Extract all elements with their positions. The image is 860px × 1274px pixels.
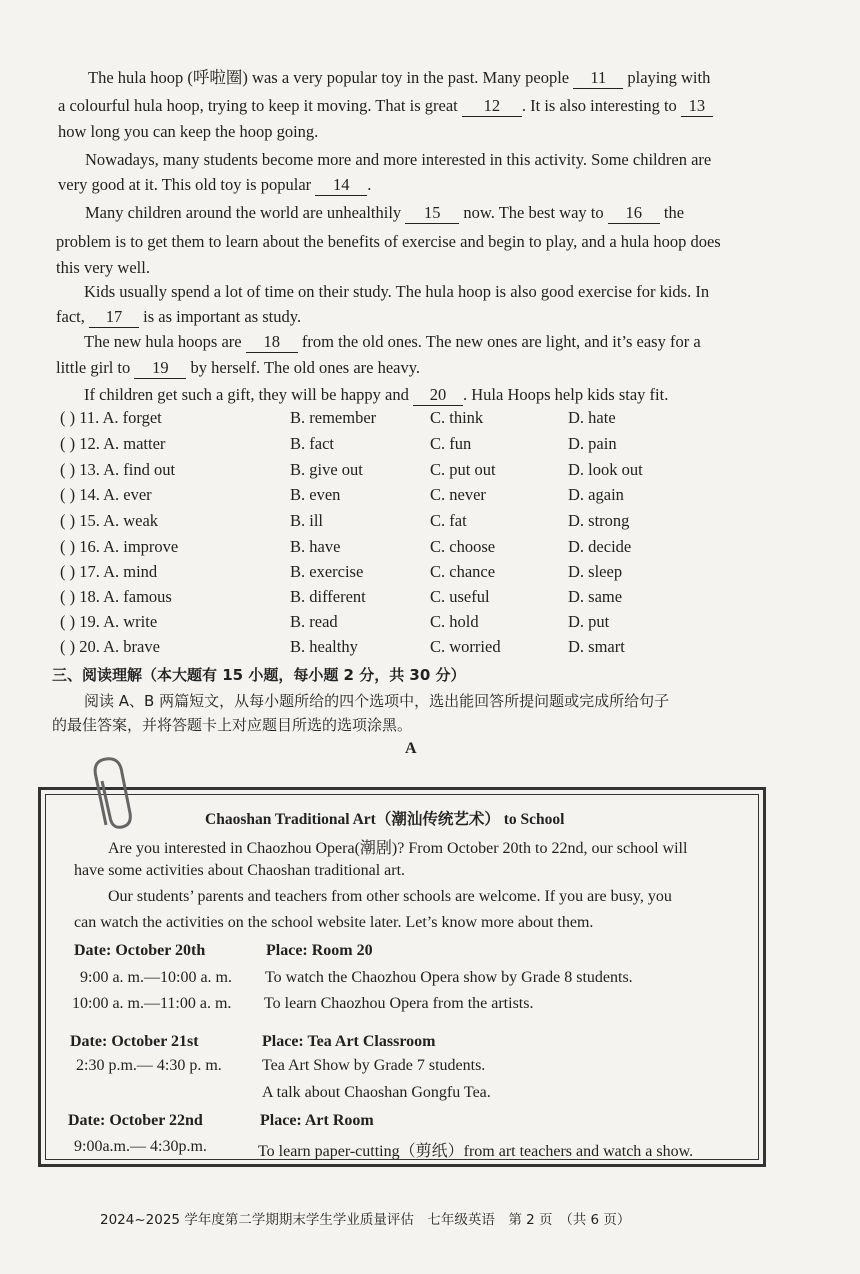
passage-line: Kids usually spend a lot of time on their study. The hula hoop is also good exercise for kids. In [84,282,710,301]
passage-line: Many children around the world are unhealthily 15 now. The best way to 16 the [85,203,685,222]
passage-line: The new hula hoops are 18 from the old ones. The new ones are light, and it’s easy for a [84,332,701,351]
section-heading: 三、阅读理解（本大题有 15 小题，每小题 2 分，共 30 分） [52,666,466,684]
passage-line: little girl to 19 by herself. The old ones are heavy. [56,358,421,377]
blank-14: 14 [315,175,367,196]
passage-line: how long you can keep the hoop going. [58,122,319,141]
notice-text: can watch the activities on the school website later. Let’s know more about them. [74,914,594,931]
option-c: C. choose [430,537,496,556]
option-d: D. sleep [568,562,623,581]
passage-line: The hula hoop (呼啦圈) was a very popular toy in the past. Many people 11 playing with [88,68,711,87]
option-c: C. useful [430,587,490,606]
schedule-date: Date: October 22nd [68,1112,203,1129]
option-d: D. same [568,587,623,606]
schedule-event: A talk about Chaoshan Gongfu Tea. [262,1084,491,1101]
schedule-time: 10:00 a. m.—11:00 a. m. [72,995,232,1012]
blank-17: 17 [89,307,139,328]
option-d: D. decide [568,537,632,556]
schedule-place: Place: Room 20 [266,942,373,959]
option-b: B. remember [290,408,377,427]
question-15: ( ) 15. A. weak [60,511,159,530]
question-14: ( ) 14. A. ever [60,485,152,504]
option-b: B. have [290,537,341,556]
schedule-event: To learn paper-cutting（剪纸）from art teachers and watch a show. [258,1143,694,1160]
option-d: D. hate [568,408,616,427]
notice-text: Our students’ parents and teachers from other schools are welcome. If you are busy, you [108,888,672,905]
question-17: ( ) 17. A. mind [60,562,158,581]
option-d: D. put [568,612,610,631]
option-b: B. read [290,612,338,631]
blank-11: 11 [573,68,623,89]
passage-line: fact, 17 is as important as study. [56,307,302,326]
option-c: C. chance [430,562,496,581]
option-c: C. put out [430,460,496,479]
option-b: B. healthy [290,637,358,656]
option-c: C. fun [430,434,472,453]
schedule-event: To learn Chaozhou Opera from the artists. [264,995,534,1012]
blank-15: 15 [405,203,459,224]
passage-line: problem is to get them to learn about the benefits of exercise and begin to play, and a hula hoop does [56,232,721,251]
option-b: B. ill [290,511,324,530]
option-c: C. hold [430,612,479,631]
question-18: ( ) 18. A. famous [60,587,172,606]
blank-13: 13 [681,96,713,117]
blank-16: 16 [608,203,660,224]
question-12: ( ) 12. A. matter [60,434,166,453]
notice-text: have some activities about Chaoshan traditional art. [74,862,406,879]
blank-18: 18 [246,332,298,353]
question-20: ( ) 20. A. brave [60,637,160,656]
page-footer: 2024~2025 学年度第二学期期末学生学业质量评估 七年级英语 第 2 页 （共 6 页） [100,1212,631,1228]
option-c: C. worried [430,637,501,656]
schedule-date: Date: October 21st [70,1033,199,1050]
schedule-event: To watch the Chaozhou Opera show by Grade 8 students. [265,969,633,986]
option-d: D. again [568,485,624,504]
instruction-line: 阅读 A、B 两篇短文，从每小题所给的四个选项中，选出能回答所提问题或完成所给句子 [84,692,670,710]
option-b: B. different [290,587,366,606]
question-19: ( ) 19. A. write [60,612,158,631]
question-13: ( ) 13. A. find out [60,460,176,479]
passage-line: this very well. [56,258,150,277]
notice-text: Are you interested in Chaozhou Opera(潮剧)? From October 20th to 22nd, our school will [108,840,688,857]
option-d: D. strong [568,511,630,530]
paperclip-icon [88,755,138,835]
passage-line: Nowadays, many students become more and more interested in this activity. Some children are [85,150,712,169]
schedule-event: Tea Art Show by Grade 7 students. [262,1057,486,1074]
schedule-date: Date: October 20th [74,942,206,959]
blank-20: 20 [413,385,463,406]
schedule-place: Place: Tea Art Classroom [262,1033,436,1050]
option-c: C. think [430,408,484,427]
notice-title: Chaoshan Traditional Art（潮汕传统艺术） to School [205,811,565,828]
blank-19: 19 [134,358,186,379]
option-d: D. smart [568,637,625,656]
option-b: B. even [290,485,341,504]
instruction-line: 的最佳答案，并将答题卡上对应题目所选的选项涂黑。 [52,716,413,734]
schedule-time: 9:00 a. m.—10:00 a. m. [80,969,232,986]
option-b: B. give out [290,460,363,479]
option-b: B. exercise [290,562,364,581]
passage-line: very good at it. This old toy is popular 14 . [58,175,372,194]
option-c: C. never [430,485,486,504]
blank-12: 12 [462,96,522,117]
option-d: D. look out [568,460,643,479]
schedule-time: 9:00a.m.— 4:30p.m. [74,1138,207,1155]
option-d: D. pain [568,434,617,453]
passage-label: A [405,740,417,757]
passage-line: a colourful hula hoop, trying to keep it moving. That is great 12 . It is also interesting to 13 [58,96,713,117]
schedule-place: Place: Art Room [260,1112,374,1129]
question-16: ( ) 16. A. improve [60,537,179,556]
question-11: ( ) 11. A. forget [60,408,162,427]
schedule-time: 2:30 p.m.— 4:30 p. m. [76,1057,222,1074]
option-b: B. fact [290,434,334,453]
option-c: C. fat [430,511,467,530]
passage-line: If children get such a gift, they will be happy and 20 . Hula Hoops help kids stay fit. [84,385,669,404]
